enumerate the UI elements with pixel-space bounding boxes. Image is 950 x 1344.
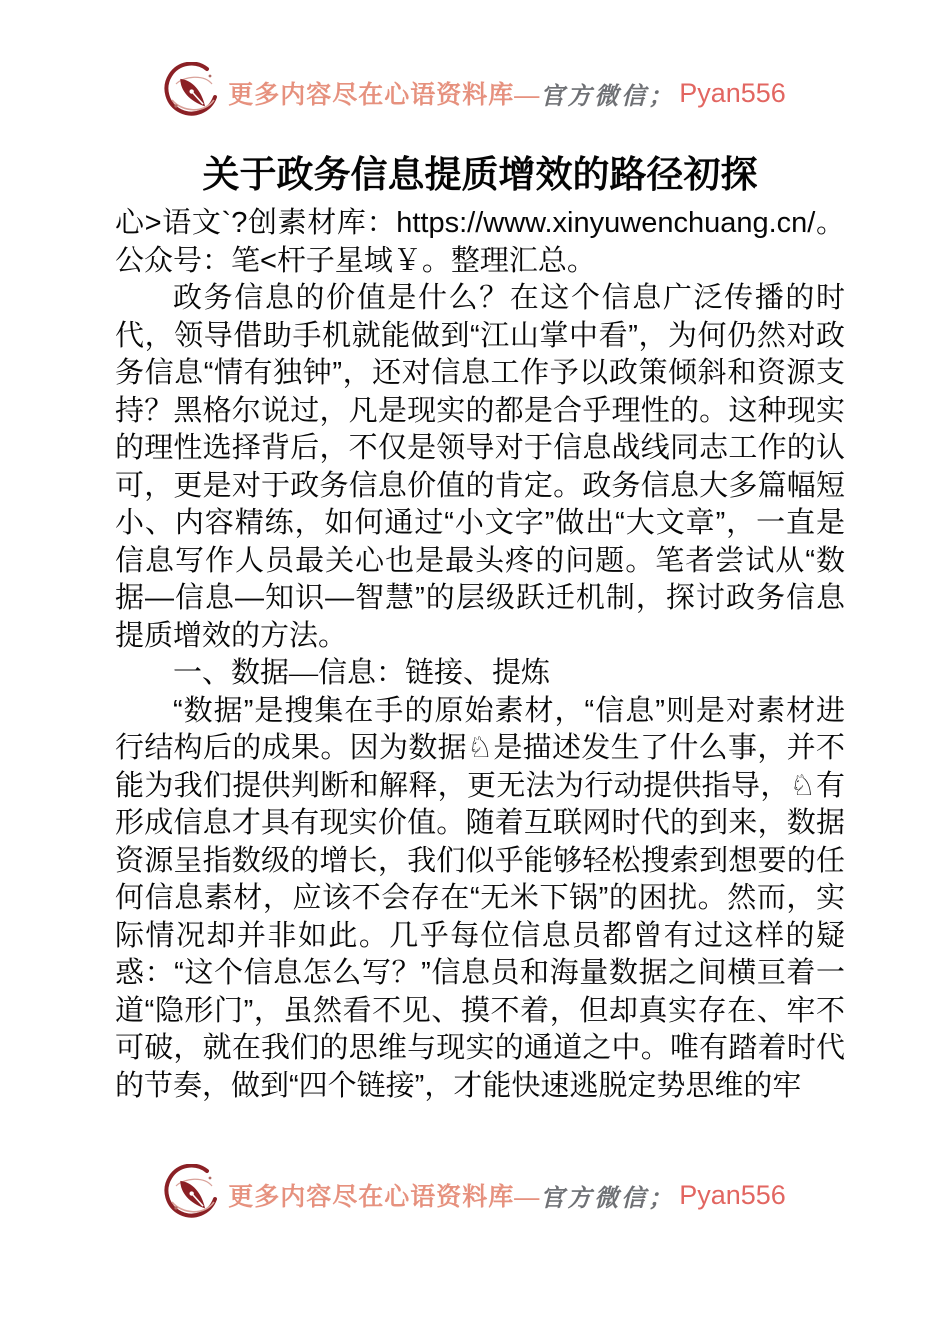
- document-content: [115, 205, 845, 1105]
- section-heading: 一、数据—信息：链接、提炼: [173, 657, 551, 689]
- pen-nib-logo-icon: [164, 62, 222, 124]
- footer-watermark: [0, 1164, 950, 1226]
- watermark-wechat-id: Pyan556: [679, 77, 786, 108]
- watermark-wechat-label: 官方微信；: [540, 1185, 676, 1212]
- watermark-brand-text: 更多内容尽在心语资料库—: [228, 82, 541, 109]
- watermark-wechat-id: Pyan556: [679, 1179, 786, 1210]
- pen-nib-logo-icon: [164, 1164, 222, 1226]
- section-paragraph: “数据”是搜集在手的原始素材，“信息”则是对素材进行结构后的成果。因为数据♘是描述发生了什么事，并不能为我们提供判断和解释，更无法为行动提供指导，♘有形成信息才具有现实价值。随着互联网时代的到来，数据资源呈指数级的增长，我们似乎能够轻松搜索到想要的任何信息素材，应该不会存在“无米下锅”的困扰。然而，实际情况却并非如此。几乎每位信息员都曾有过这样的疑惑：“这个信息怎么写？”信息员和海量数据之间横亘着一道“隐形门”，虽然看不见、摸不着，但却真实存在、牢不可破，就在我们的思维与现实的通道之中。唯有踏着时代的节奏，做到“四个链接”，才能快速逃脱定势思维的牢: [115, 694, 845, 1102]
- watermark-brand-text: 更多内容尽在心语资料库—: [228, 1184, 541, 1211]
- header-watermark: [0, 62, 950, 124]
- document-title: 关于政务信息提质增效的路径初探: [202, 154, 758, 195]
- source-line: 心>语文`?创素材库：https://www.xinyuwenchuang.cn/。公众号：笔<杆子星域￥。整理汇总。: [115, 207, 845, 277]
- watermark-wechat-label: 官方微信；: [540, 83, 676, 110]
- intro-paragraph: 政务信息的价值是什么？在这个信息广泛传播的时代，领导借助手机就能做到“江山掌中看”，为何仍然对政务信息“情有独钟”，还对信息工作予以政策倾斜和资源支持？黑格尔说过，凡是现实的都是合乎理性的。这种现实的理性选择背后，不仅是领导对于信息战线同志工作的认可，更是对于政务信息价值的肯定。政务信息大多篇幅短小、内容精练，如何通过“小文字”做出“大文章”，一直是信息写作人员最关心也是最头疼的问题。笔者尝试从“数据—信息—知识—智慧”的层级跃迁机制，探讨政务信息提质增效的方法。: [115, 282, 845, 652]
